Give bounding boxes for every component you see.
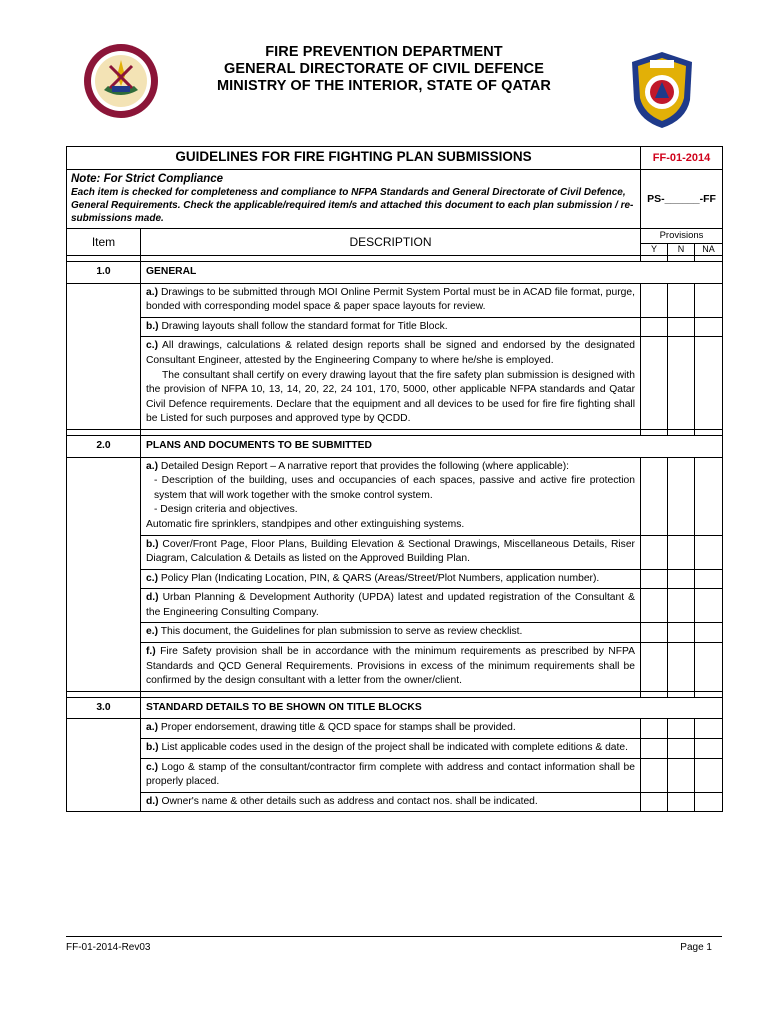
checklist-item-text: c.) Logo & stamp of the consultant/contractor firm complete with address and contact information shall be properly placed. bbox=[141, 758, 641, 792]
checklist-item-text: b.) Drawing layouts shall follow the standard format for Title Block. bbox=[141, 317, 641, 337]
no-checkbox[interactable] bbox=[668, 317, 695, 337]
note-body: Each item is checked for completeness and compliance to NFPA Standards and General Directorate of Civil Defence, General Requirements. Check the applicable/required item/s and attached this document to each plan submission / re-submissions made. bbox=[71, 187, 634, 224]
checklist-item-text: b.) List applicable codes used in the design of the project shall be indicated with complete editions & date. bbox=[141, 739, 641, 759]
na-checkbox[interactable] bbox=[695, 589, 723, 623]
yes-checkbox[interactable] bbox=[641, 643, 668, 692]
section-title: PLANS AND DOCUMENTS TO BE SUBMITTED bbox=[141, 435, 723, 457]
checklist-row bbox=[67, 457, 723, 535]
na-checkbox[interactable] bbox=[695, 337, 723, 430]
na-checkbox[interactable] bbox=[695, 719, 723, 739]
yes-checkbox[interactable] bbox=[641, 589, 668, 623]
no-checkbox[interactable] bbox=[668, 792, 695, 812]
checklist-item-text: d.) Owner's name & other details such as address and contact nos. shall be indicated. bbox=[141, 792, 641, 812]
ministry-title: MINISTRY OF THE INTERIOR, STATE OF QATAR bbox=[216, 78, 551, 94]
no-checkbox[interactable] bbox=[668, 337, 695, 430]
no-column-header: N bbox=[668, 244, 695, 256]
yes-checkbox[interactable] bbox=[641, 758, 668, 792]
page-number: Page 1 bbox=[680, 942, 712, 953]
checklist-item-text: c.) Policy Plan (Indicating Location, PIN, & QARS (Areas/Street/Plot Numbers, application number). bbox=[141, 569, 641, 589]
checklist-item-text: a.) Detailed Design Report – A narrative report that provides the following (where applicable): - Description of the building, uses and occupancies of each spaces, passive and active fire protection system that will work together with the smoke control system. - Design criteria and objectives. Automatic fire sprinklers, standpipes and other extinguishing systems. bbox=[141, 457, 641, 535]
section-row bbox=[67, 262, 723, 284]
section-title: GENERAL bbox=[141, 262, 723, 284]
checklist-row bbox=[67, 739, 723, 759]
na-checkbox[interactable] bbox=[695, 739, 723, 759]
no-checkbox[interactable] bbox=[668, 739, 695, 759]
no-checkbox[interactable] bbox=[668, 283, 695, 317]
directorate-title: GENERAL DIRECTORATE OF CIVIL DEFENCE bbox=[224, 61, 544, 77]
checklist-item-text: c.) All drawings, calculations & related design reports shall be signed and endorsed by the designated Consultant Engineer, attested by the Engineering Company to where he/she is employed. The consultant shall certify on every drawing layout that the fire safety plan submission is designed with the provision of NFPA 10, 13, 14, 20, 22, 24 101, 170, 5000, other applicable NFPA standards and Qatar Civil Defence requirements. Declare that the equipment and all devices to be used for fire fire fighting shall be Listed for such purposes and approved type by QCDD. bbox=[141, 337, 641, 430]
checklist-item-text: b.) Cover/Front Page, Floor Plans, Building Elevation & Sectional Drawings, Miscellaneous Details, Riser Diagram, Calculation & Details as listed on the Approved Building Plan. bbox=[141, 535, 641, 569]
checklist-row bbox=[67, 535, 723, 569]
section-number: 1.0 bbox=[67, 262, 141, 284]
checklist-item-text: f.) Fire Safety provision shall be in accordance with the minimum requirements as prescribed by NFPA Standards and QCD General Requirements. Provisions in excess of the minimum requirements shall be confirmed by the design consultant with a letter from the owner/client. bbox=[141, 643, 641, 692]
section-number: 3.0 bbox=[67, 697, 141, 719]
na-checkbox[interactable] bbox=[695, 569, 723, 589]
no-checkbox[interactable] bbox=[668, 457, 695, 535]
guidelines-checklist-table bbox=[66, 146, 723, 812]
checklist-row bbox=[67, 623, 723, 643]
na-checkbox[interactable] bbox=[695, 623, 723, 643]
section-row bbox=[67, 697, 723, 719]
checklist-item-text: e.) This document, the Guidelines for plan submission to serve as review checklist. bbox=[141, 623, 641, 643]
yes-checkbox[interactable] bbox=[641, 457, 668, 535]
checklist-row bbox=[67, 589, 723, 623]
document-revision: FF-01-2014-Rev03 bbox=[66, 942, 151, 953]
checklist-row bbox=[67, 337, 723, 430]
provisions-column-header: Provisions bbox=[641, 229, 723, 244]
description-column-header: DESCRIPTION bbox=[141, 229, 641, 256]
compliance-note bbox=[67, 170, 641, 229]
yes-checkbox[interactable] bbox=[641, 623, 668, 643]
checklist-row bbox=[67, 283, 723, 317]
note-title: Note: For Strict Compliance bbox=[71, 173, 224, 185]
ps-number-field[interactable]: PS-______-FF bbox=[641, 170, 723, 229]
checklist-row bbox=[67, 643, 723, 692]
document-header bbox=[0, 44, 768, 95]
na-column-header: NA bbox=[695, 244, 723, 256]
no-checkbox[interactable] bbox=[668, 569, 695, 589]
yes-checkbox[interactable] bbox=[641, 569, 668, 589]
yes-checkbox[interactable] bbox=[641, 283, 668, 317]
checklist-item-text: d.) Urban Planning & Development Authority (UPDA) latest and updated registration of the Consultant & the Engineering Consulting Company. bbox=[141, 589, 641, 623]
checklist-row bbox=[67, 758, 723, 792]
yes-checkbox[interactable] bbox=[641, 337, 668, 430]
checklist-row bbox=[67, 792, 723, 812]
section-number: 2.0 bbox=[67, 435, 141, 457]
na-checkbox[interactable] bbox=[695, 317, 723, 337]
checklist-row bbox=[67, 317, 723, 337]
yes-checkbox[interactable] bbox=[641, 317, 668, 337]
na-checkbox[interactable] bbox=[695, 643, 723, 692]
yes-checkbox[interactable] bbox=[641, 719, 668, 739]
checklist-row bbox=[67, 569, 723, 589]
document-code: FF-01-2014 bbox=[641, 147, 723, 170]
no-checkbox[interactable] bbox=[668, 758, 695, 792]
na-checkbox[interactable] bbox=[695, 283, 723, 317]
na-checkbox[interactable] bbox=[695, 792, 723, 812]
no-checkbox[interactable] bbox=[668, 535, 695, 569]
department-title: FIRE PREVENTION DEPARTMENT bbox=[265, 44, 503, 60]
yes-checkbox[interactable] bbox=[641, 739, 668, 759]
yes-checkbox[interactable] bbox=[641, 535, 668, 569]
no-checkbox[interactable] bbox=[668, 719, 695, 739]
yes-column-header: Y bbox=[641, 244, 668, 256]
no-checkbox[interactable] bbox=[668, 589, 695, 623]
na-checkbox[interactable] bbox=[695, 535, 723, 569]
yes-checkbox[interactable] bbox=[641, 792, 668, 812]
footer-divider bbox=[66, 936, 722, 937]
checklist-item-text: a.) Proper endorsement, drawing title & QCD space for stamps shall be provided. bbox=[141, 719, 641, 739]
na-checkbox[interactable] bbox=[695, 758, 723, 792]
checklist-row bbox=[67, 719, 723, 739]
section-title: STANDARD DETAILS TO BE SHOWN ON TITLE BLOCKS bbox=[141, 697, 723, 719]
item-column-header: Item bbox=[67, 229, 141, 256]
document-title: GUIDELINES FOR FIRE FIGHTING PLAN SUBMISSIONS bbox=[67, 147, 641, 170]
section-row bbox=[67, 435, 723, 457]
checklist-item-text: a.) Drawings to be submitted through MOI Online Permit System Portal must be in ACAD file format, purge, bonded with corresponding model space & paper space layouts for review. bbox=[141, 283, 641, 317]
no-checkbox[interactable] bbox=[668, 643, 695, 692]
no-checkbox[interactable] bbox=[668, 623, 695, 643]
na-checkbox[interactable] bbox=[695, 457, 723, 535]
